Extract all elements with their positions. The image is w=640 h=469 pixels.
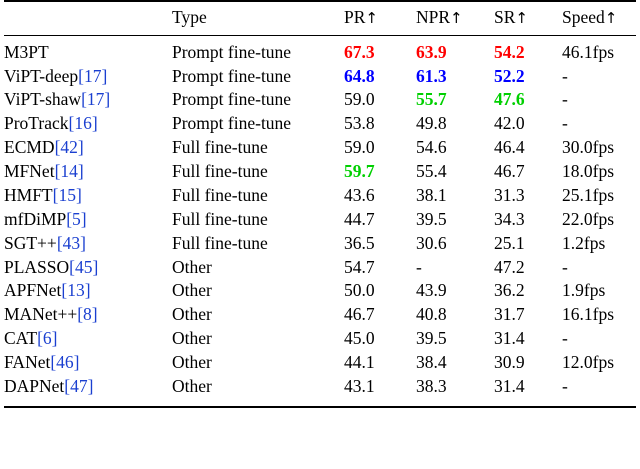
cell-method bbox=[4, 160, 172, 184]
cell-sr bbox=[494, 112, 562, 136]
cell-method bbox=[4, 327, 172, 351]
table-row bbox=[4, 279, 636, 303]
method-name: mfDiMP bbox=[4, 208, 67, 229]
cell-pr-value: 54.7 bbox=[344, 256, 375, 277]
table-row bbox=[4, 88, 636, 112]
citation-link[interactable]: [14] bbox=[54, 161, 84, 182]
cell-sr-value: 47.6 bbox=[494, 89, 525, 110]
cell-sr bbox=[494, 136, 562, 160]
cell-speed-value: - bbox=[562, 375, 568, 396]
citation-link[interactable]: [16] bbox=[68, 113, 98, 134]
table-row bbox=[4, 375, 636, 399]
cell-pr-value: 43.6 bbox=[344, 184, 375, 205]
cell-sr bbox=[494, 279, 562, 303]
cell-type: Other bbox=[172, 304, 212, 325]
table-row bbox=[4, 41, 636, 65]
cell-pr-value: 59.0 bbox=[344, 137, 375, 158]
cell-sr bbox=[494, 160, 562, 184]
cell-speed bbox=[562, 255, 636, 279]
cell-type: Prompt fine-tune bbox=[172, 41, 292, 62]
cell-pr-value: 50.0 bbox=[344, 280, 375, 301]
cell-pr-value: 44.7 bbox=[344, 208, 375, 229]
cell-npr bbox=[416, 303, 494, 327]
cell-type: Prompt fine-tune bbox=[172, 89, 292, 110]
cell-sr-value: 47.2 bbox=[494, 256, 525, 277]
cell-method bbox=[4, 375, 172, 399]
cell-speed-value: - bbox=[562, 65, 568, 86]
citation-link[interactable]: [17] bbox=[81, 89, 111, 110]
cell-pr bbox=[344, 136, 416, 160]
cell-pr bbox=[344, 88, 416, 112]
cell-method bbox=[4, 208, 172, 232]
cell-type: Full fine-tune bbox=[172, 208, 268, 229]
cell-speed bbox=[562, 41, 636, 65]
cell-type: Prompt fine-tune bbox=[172, 65, 292, 86]
header-npr bbox=[416, 2, 494, 35]
cell-sr-value: 31.7 bbox=[494, 304, 525, 325]
table-row bbox=[4, 184, 636, 208]
method-name: HMFT bbox=[4, 184, 53, 205]
cell-sr-value: 31.4 bbox=[494, 328, 525, 349]
cell-pr bbox=[344, 327, 416, 351]
citation-link[interactable]: [17] bbox=[78, 65, 108, 86]
header-method bbox=[4, 2, 172, 35]
header-sr-arrow-icon: ↑ bbox=[515, 9, 528, 27]
cell-npr-value: 49.8 bbox=[416, 113, 447, 134]
cell-npr bbox=[416, 375, 494, 399]
cell-method bbox=[4, 232, 172, 256]
method-name: SGT++ bbox=[4, 232, 57, 253]
cell-method bbox=[4, 88, 172, 112]
citation-link[interactable]: [13] bbox=[61, 280, 91, 301]
cell-npr-value: 40.8 bbox=[416, 304, 447, 325]
cell-npr bbox=[416, 232, 494, 256]
cell-npr bbox=[416, 208, 494, 232]
header-type-label: Type bbox=[172, 7, 207, 27]
cell-npr bbox=[416, 184, 494, 208]
header-speed-arrow-icon: ↑ bbox=[604, 9, 618, 27]
table-bottom-spacer bbox=[4, 399, 636, 407]
cell-npr-value: 55.4 bbox=[416, 161, 447, 182]
cell-pr bbox=[344, 375, 416, 399]
cell-speed bbox=[562, 351, 636, 375]
method-name: CAT bbox=[4, 328, 38, 349]
cell-method bbox=[4, 303, 172, 327]
table-row bbox=[4, 136, 636, 160]
cell-speed-value: 1.9fps bbox=[562, 280, 606, 301]
cell-sr bbox=[494, 327, 562, 351]
table-row bbox=[4, 64, 636, 88]
method-name: ProTrack bbox=[4, 113, 69, 134]
cell-speed bbox=[562, 375, 636, 399]
citation-link[interactable]: [6] bbox=[37, 328, 58, 349]
cell-speed bbox=[562, 160, 636, 184]
cell-npr-value: 43.9 bbox=[416, 280, 447, 301]
cell-npr-value: 30.6 bbox=[416, 232, 447, 253]
cell-method bbox=[4, 184, 172, 208]
cell-pr bbox=[344, 64, 416, 88]
cell-npr-value: 63.9 bbox=[416, 41, 447, 62]
method-name: FANet bbox=[4, 352, 51, 373]
cell-sr-value: 31.4 bbox=[494, 375, 525, 396]
cell-speed-value: 1.2fps bbox=[562, 232, 606, 253]
cell-method bbox=[4, 136, 172, 160]
citation-link[interactable]: [43] bbox=[56, 232, 86, 253]
cell-sr bbox=[494, 88, 562, 112]
cell-pr-value: 64.8 bbox=[344, 65, 375, 86]
cell-pr-value: 59.7 bbox=[344, 161, 375, 182]
method-name: APFNet bbox=[4, 280, 62, 301]
cell-type: Other bbox=[172, 328, 212, 349]
cell-speed-value: - bbox=[562, 328, 568, 349]
cell-method bbox=[4, 112, 172, 136]
method-name: M3PT bbox=[4, 41, 49, 62]
citation-link[interactable]: [45] bbox=[69, 256, 99, 277]
cell-sr-value: 46.7 bbox=[494, 161, 525, 182]
citation-link[interactable]: [42] bbox=[54, 137, 84, 158]
cell-speed bbox=[562, 136, 636, 160]
cell-npr bbox=[416, 351, 494, 375]
table-row bbox=[4, 112, 636, 136]
cell-sr bbox=[494, 184, 562, 208]
cell-sr bbox=[494, 64, 562, 88]
cell-sr-value: 54.2 bbox=[494, 41, 525, 62]
method-name: ECMD bbox=[4, 137, 55, 158]
method-name: ViPT-shaw bbox=[4, 89, 82, 110]
cell-npr-value: 39.5 bbox=[416, 208, 447, 229]
citation-link[interactable]: [46] bbox=[50, 352, 80, 373]
table-row bbox=[4, 232, 636, 256]
table-row bbox=[4, 351, 636, 375]
table-row bbox=[4, 208, 636, 232]
cell-speed-value: 18.0fps bbox=[562, 161, 615, 182]
cell-pr-value: 46.7 bbox=[344, 304, 375, 325]
table-row bbox=[4, 255, 636, 279]
cell-npr bbox=[416, 88, 494, 112]
cell-pr bbox=[344, 208, 416, 232]
cell-sr bbox=[494, 255, 562, 279]
cell-sr-value: 52.2 bbox=[494, 65, 525, 86]
header-type bbox=[172, 2, 344, 35]
cell-npr-value: 55.7 bbox=[416, 89, 447, 110]
cell-npr-value: - bbox=[416, 256, 422, 277]
table-row bbox=[4, 160, 636, 184]
cell-speed-value: 30.0fps bbox=[562, 137, 615, 158]
header-pr-label: PR bbox=[344, 7, 366, 27]
cell-speed bbox=[562, 279, 636, 303]
cell-pr bbox=[344, 160, 416, 184]
cell-speed bbox=[562, 327, 636, 351]
cell-sr-value: 36.2 bbox=[494, 280, 525, 301]
header-pr bbox=[344, 2, 416, 35]
cell-sr-value: 25.1 bbox=[494, 232, 525, 253]
cell-npr-value: 39.5 bbox=[416, 328, 447, 349]
cell-type: Other bbox=[172, 256, 212, 277]
header-npr-label: NPR bbox=[416, 7, 451, 27]
cell-speed bbox=[562, 112, 636, 136]
cell-pr bbox=[344, 303, 416, 327]
table-bottom-rule bbox=[4, 407, 636, 408]
cell-pr bbox=[344, 232, 416, 256]
cell-sr bbox=[494, 303, 562, 327]
header-speed bbox=[562, 2, 636, 35]
table-header-row bbox=[4, 2, 636, 35]
cell-pr-value: 59.0 bbox=[344, 89, 375, 110]
cell-pr-value: 44.1 bbox=[344, 352, 375, 373]
cell-sr-value: 34.3 bbox=[494, 208, 525, 229]
method-name: PLASSO bbox=[4, 256, 70, 277]
results-table bbox=[4, 0, 636, 408]
cell-speed-value: - bbox=[562, 113, 568, 134]
header-sr bbox=[494, 2, 562, 35]
cell-speed-value: 25.1fps bbox=[562, 184, 615, 205]
cell-speed bbox=[562, 303, 636, 327]
cell-pr bbox=[344, 41, 416, 65]
header-pr-arrow-icon: ↑ bbox=[365, 9, 378, 27]
cell-speed-value: - bbox=[562, 89, 568, 110]
method-name: DAPNet bbox=[4, 375, 65, 396]
citation-link[interactable]: [47] bbox=[64, 375, 94, 396]
table-row bbox=[4, 327, 636, 351]
cell-type: Full fine-tune bbox=[172, 184, 268, 205]
cell-npr-value: 54.6 bbox=[416, 137, 447, 158]
cell-speed-value: - bbox=[562, 256, 568, 277]
cell-method bbox=[4, 64, 172, 88]
cell-sr bbox=[494, 232, 562, 256]
cell-pr bbox=[344, 255, 416, 279]
cell-sr bbox=[494, 351, 562, 375]
cell-npr bbox=[416, 327, 494, 351]
cell-type: Full fine-tune bbox=[172, 161, 268, 182]
cell-speed-value: 46.1fps bbox=[562, 41, 615, 62]
cell-npr bbox=[416, 112, 494, 136]
cell-pr-value: 43.1 bbox=[344, 375, 375, 396]
cell-npr bbox=[416, 64, 494, 88]
citation-link[interactable]: [5] bbox=[66, 208, 87, 229]
cell-npr-value: 38.3 bbox=[416, 375, 447, 396]
method-name: MANet++ bbox=[4, 304, 78, 325]
cell-npr-value: 38.1 bbox=[416, 184, 447, 205]
cell-sr-value: 46.4 bbox=[494, 137, 525, 158]
cell-method bbox=[4, 351, 172, 375]
header-npr-arrow-icon: ↑ bbox=[450, 9, 463, 27]
cell-method bbox=[4, 279, 172, 303]
cell-pr-value: 53.8 bbox=[344, 113, 375, 134]
citation-link[interactable]: [8] bbox=[77, 304, 98, 325]
cell-npr bbox=[416, 136, 494, 160]
cell-method bbox=[4, 41, 172, 65]
method-name: MFNet bbox=[4, 161, 55, 182]
cell-npr-value: 38.4 bbox=[416, 352, 447, 373]
cell-pr bbox=[344, 184, 416, 208]
cell-npr bbox=[416, 41, 494, 65]
cell-pr bbox=[344, 351, 416, 375]
cell-sr-value: 42.0 bbox=[494, 113, 525, 134]
cell-type: Other bbox=[172, 375, 212, 396]
cell-sr-value: 31.3 bbox=[494, 184, 525, 205]
cell-type: Other bbox=[172, 352, 212, 373]
header-speed-label: Speed bbox=[562, 7, 605, 27]
cell-type: Full fine-tune bbox=[172, 137, 268, 158]
cell-type: Full fine-tune bbox=[172, 232, 268, 253]
header-sr-label: SR bbox=[494, 7, 516, 27]
cell-pr-value: 67.3 bbox=[344, 41, 375, 62]
cell-type: Other bbox=[172, 280, 212, 301]
cell-npr bbox=[416, 255, 494, 279]
cell-method bbox=[4, 255, 172, 279]
cell-speed-value: 12.0fps bbox=[562, 352, 615, 373]
method-name: ViPT-deep bbox=[4, 65, 79, 86]
cell-pr-value: 36.5 bbox=[344, 232, 375, 253]
cell-npr bbox=[416, 160, 494, 184]
cell-npr bbox=[416, 279, 494, 303]
cell-pr-value: 45.0 bbox=[344, 328, 375, 349]
table-row bbox=[4, 303, 636, 327]
cell-speed bbox=[562, 208, 636, 232]
cell-type: Prompt fine-tune bbox=[172, 113, 292, 134]
cell-speed bbox=[562, 64, 636, 88]
cell-pr bbox=[344, 112, 416, 136]
cell-speed-value: 22.0fps bbox=[562, 208, 615, 229]
cell-sr bbox=[494, 41, 562, 65]
cell-speed bbox=[562, 184, 636, 208]
cell-speed-value: 16.1fps bbox=[562, 304, 615, 325]
cell-sr bbox=[494, 208, 562, 232]
cell-sr-value: 30.9 bbox=[494, 352, 525, 373]
cell-pr bbox=[344, 279, 416, 303]
cell-npr-value: 61.3 bbox=[416, 65, 447, 86]
citation-link[interactable]: [15] bbox=[52, 184, 82, 205]
cell-sr bbox=[494, 375, 562, 399]
cell-speed bbox=[562, 88, 636, 112]
cell-speed bbox=[562, 232, 636, 256]
